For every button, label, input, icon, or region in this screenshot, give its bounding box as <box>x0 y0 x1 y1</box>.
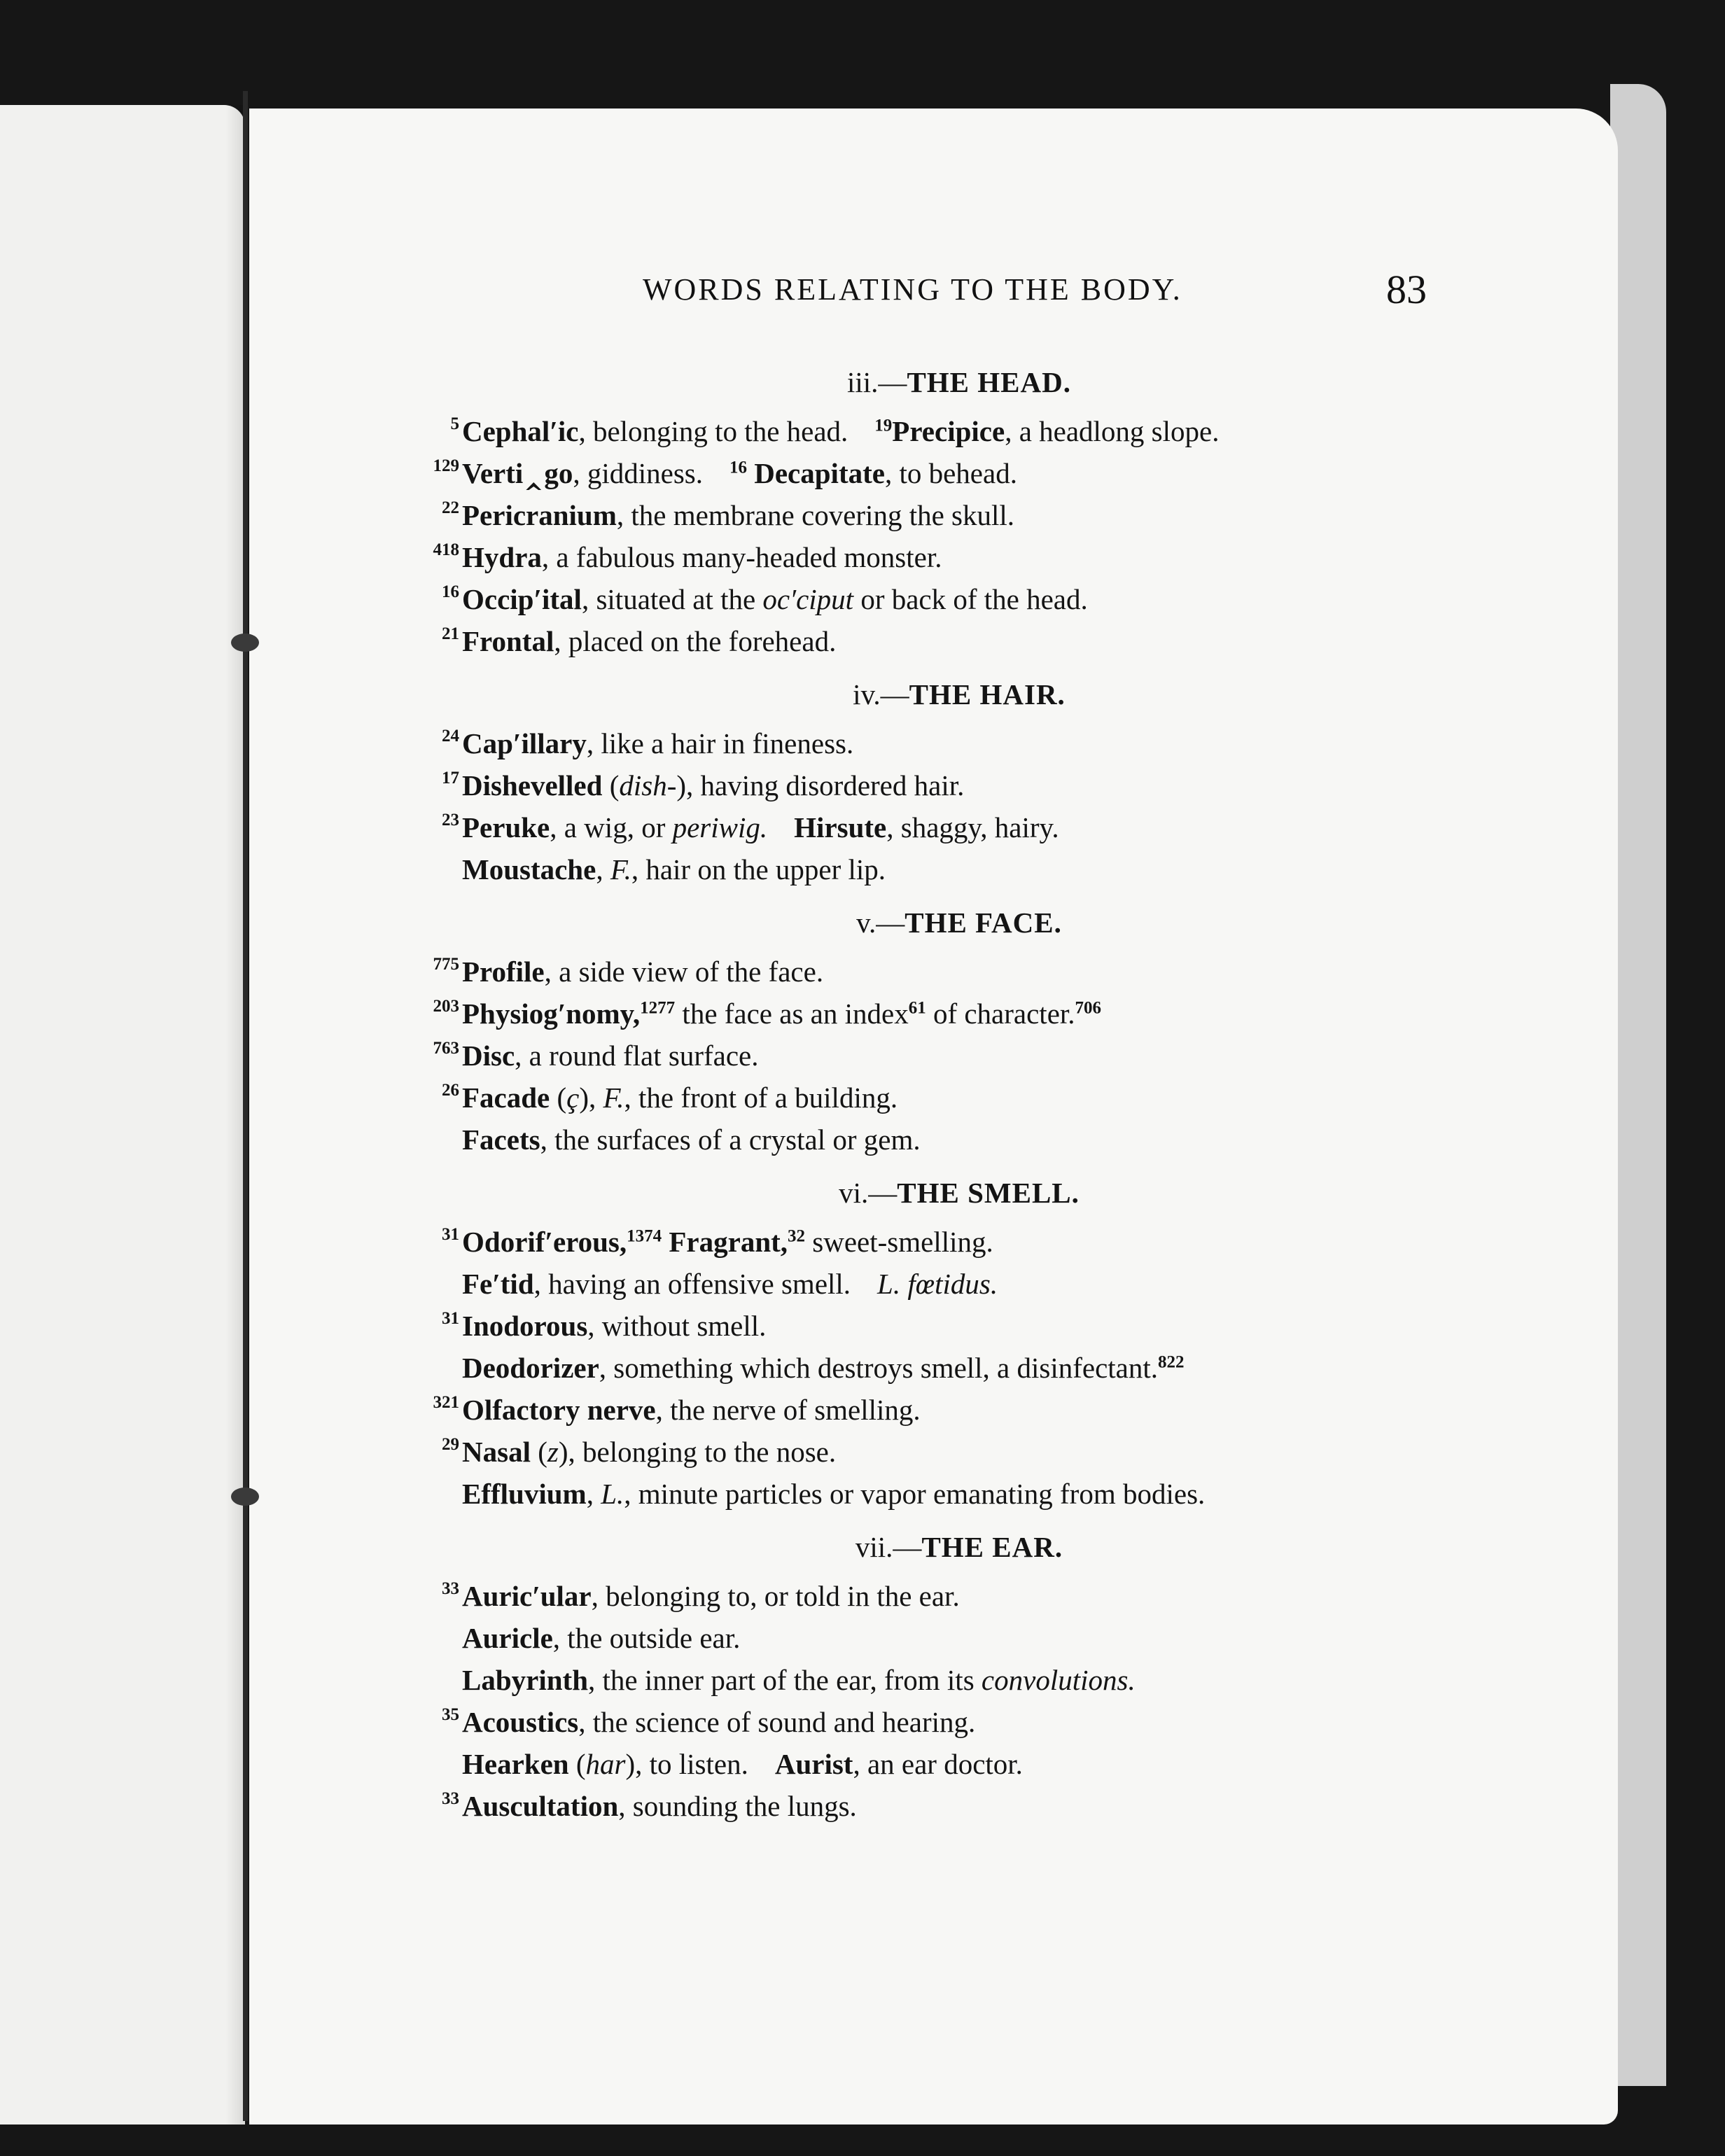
section-smell <box>433 1170 1456 1515</box>
headword: Facets <box>462 1124 540 1156</box>
definition: , like a hair in fineness. <box>586 727 854 760</box>
headword: Hirsute <box>794 811 887 844</box>
ref-number: 23 <box>442 811 459 830</box>
definition: , the outside ear. <box>552 1622 741 1654</box>
definition: , a wig, or <box>550 811 673 844</box>
running-head: WORDS RELATING TO THE BODY. <box>643 272 1182 307</box>
definition: , something which destroys smell, a disinfectant. <box>599 1352 1159 1384</box>
definition: , placed on the forehead. <box>554 625 837 657</box>
definition: the face as an index <box>675 997 909 1030</box>
definition: , the inner part of the ear, from its <box>588 1664 982 1696</box>
section-head <box>433 360 1456 662</box>
definition: , belonging to the head. <box>578 415 848 447</box>
headword: Nasal <box>462 1436 531 1468</box>
headword: Disc <box>462 1040 515 1072</box>
entries <box>433 350 1456 1827</box>
section-name: THE SMELL. <box>897 1177 1080 1209</box>
definition: ( <box>530 1436 547 1468</box>
headword: Hearken <box>462 1748 569 1780</box>
section-name: THE EAR. <box>921 1531 1063 1563</box>
ref-number: 29 <box>442 1435 459 1454</box>
definition: , shaggy, hairy. <box>886 811 1059 844</box>
entry-line <box>442 578 1456 620</box>
ref-number: 24 <box>442 727 459 746</box>
headword: Frontal <box>462 625 554 657</box>
headword: Inodorous <box>462 1310 588 1342</box>
definition: ( <box>550 1082 567 1114</box>
entry-line <box>433 536 1456 578</box>
entry-line <box>442 1785 1456 1827</box>
ref-number: 61 <box>908 998 926 1018</box>
entry-line <box>433 993 1456 1035</box>
ref-number: 35 <box>442 1705 459 1724</box>
headword: Olfactory nerve <box>462 1394 656 1426</box>
headword: Effluvium <box>462 1478 587 1510</box>
section-title <box>462 900 1456 945</box>
entry-line <box>442 806 1456 848</box>
headword: Pericranium <box>462 499 617 531</box>
ref-number: 33 <box>442 1579 459 1598</box>
entry-line <box>442 1701 1456 1743</box>
entry-line <box>462 848 1456 890</box>
definition: , situated at the <box>581 583 763 615</box>
headword: Occip′ital <box>462 583 582 615</box>
entry-line <box>462 1617 1456 1659</box>
definition: , <box>586 1478 601 1510</box>
headword: Auric′ular <box>462 1580 592 1612</box>
binding-thread <box>231 634 259 652</box>
section-name: THE HAIR. <box>909 678 1066 710</box>
definition: , minute particles or vapor emanating from bodies. <box>624 1478 1206 1510</box>
entry-line <box>433 1389 1456 1431</box>
definition: , a fabulous many-headed monster. <box>541 541 942 573</box>
section-number: iv.— <box>853 678 909 710</box>
headword: Odorif′erous, <box>462 1226 627 1258</box>
italic-term: periwig. <box>672 811 768 844</box>
entry-line <box>442 722 1456 764</box>
entry-line <box>433 452 1456 494</box>
ref-number: 22 <box>442 498 459 517</box>
section-number: v.— <box>856 906 905 939</box>
definition: , the surfaces of a crystal or gem. <box>540 1124 921 1156</box>
section-title <box>462 1170 1456 1215</box>
section-title <box>462 672 1456 717</box>
headword: Precipice <box>892 415 1005 447</box>
definition: ), belonging to the nose. <box>558 1436 837 1468</box>
definition: ), having disordered hair. <box>676 769 965 802</box>
italic-term: F. <box>603 1082 624 1114</box>
headword: Hydra <box>462 541 542 573</box>
entry-line <box>442 1431 1456 1473</box>
headword: Auscultation <box>462 1790 619 1822</box>
section-hair <box>442 672 1456 890</box>
ref-number: 31 <box>442 1225 459 1244</box>
definition: ), <box>579 1082 603 1114</box>
headword: Aurist <box>774 1748 853 1780</box>
headword: Peruke <box>462 811 550 844</box>
ref-number: 706 <box>1075 998 1102 1018</box>
definition: , giddiness. <box>573 457 703 489</box>
definition: , <box>596 853 610 886</box>
ref-number: 203 <box>433 997 459 1016</box>
ref-number: 129 <box>433 456 459 475</box>
headword: Physiog′nomy, <box>462 997 641 1030</box>
entry-line <box>450 410 1456 452</box>
definition: , sounding the lungs. <box>618 1790 857 1822</box>
entry-line <box>442 1077 1456 1119</box>
italic-term: L. <box>601 1478 624 1510</box>
entry-line <box>462 1473 1456 1515</box>
ref-number: 19 <box>874 416 893 435</box>
section-title <box>462 360 1456 405</box>
definition: , without smell. <box>587 1310 767 1342</box>
entry-line <box>442 764 1456 806</box>
italic-term: oc′ciput <box>762 583 854 615</box>
ref-number: 418 <box>433 540 459 559</box>
definition: , belonging to, or told in the ear. <box>591 1580 960 1612</box>
headword: Cephal′ic <box>462 415 579 447</box>
definition: , an ear doctor. <box>853 1748 1023 1780</box>
italic-term: F. <box>610 853 631 886</box>
headword: Facade <box>462 1082 550 1114</box>
ref-number: 31 <box>442 1309 459 1328</box>
ref-number: 775 <box>433 955 459 974</box>
headword: Fragrant, <box>669 1226 788 1258</box>
headword: Fe′tid <box>462 1268 534 1300</box>
definition: , a headlong slope. <box>1005 415 1220 447</box>
definition: ( <box>602 769 620 802</box>
entry-line <box>442 620 1456 662</box>
definition: ), to listen. <box>625 1748 748 1780</box>
italic-term: ç <box>566 1082 580 1114</box>
definition: , the membrane covering the skull. <box>616 499 1015 531</box>
definition: , a side view of the face. <box>544 955 824 988</box>
headword: Labyrinth <box>462 1664 588 1696</box>
definition: sweet-smelling. <box>805 1226 993 1258</box>
definition: or back of the head. <box>853 583 1088 615</box>
section-number: iii.— <box>847 366 907 398</box>
section-number: vi.— <box>839 1177 898 1209</box>
headword: Profile <box>462 955 545 988</box>
definition: , hair on the upper lip. <box>631 853 886 886</box>
section-number: vii.— <box>855 1531 922 1563</box>
ref-number: 16 <box>729 458 747 477</box>
ref-number: 33 <box>442 1789 459 1808</box>
entry-line <box>442 1575 1456 1617</box>
definition: , the front of a building. <box>624 1082 898 1114</box>
italic-term: har <box>585 1748 626 1780</box>
headword: Deodorizer <box>462 1352 599 1384</box>
entry-line <box>462 1743 1456 1785</box>
binding-thread <box>231 1488 259 1506</box>
ref-number: 763 <box>433 1039 459 1058</box>
entry-line <box>462 1119 1456 1161</box>
section-name: THE FACE. <box>905 906 1062 939</box>
headword: Acoustics <box>462 1706 579 1738</box>
definition: of character. <box>926 997 1075 1030</box>
ref-number: 21 <box>442 624 459 643</box>
italic-term: dish- <box>619 769 677 802</box>
entry-line <box>442 1305 1456 1347</box>
page-number: 83 <box>1386 267 1427 312</box>
definition: , to behead. <box>884 457 1017 489</box>
ref-number: 16 <box>442 582 459 601</box>
left-page <box>0 105 245 2124</box>
ref-number: 17 <box>442 769 459 788</box>
italic-term: convolutions. <box>981 1664 1136 1696</box>
ref-number: 822 <box>1158 1352 1185 1372</box>
entry-line <box>462 1659 1456 1701</box>
section-name: THE HEAD. <box>907 366 1071 398</box>
headword: Dishevelled <box>462 769 603 802</box>
headword: Verti‸go <box>462 457 573 489</box>
section-title <box>462 1525 1456 1569</box>
section-face <box>433 900 1456 1161</box>
headword: Decapitate <box>754 457 885 489</box>
definition: , a round flat surface. <box>515 1040 759 1072</box>
ref-number: 26 <box>442 1081 459 1100</box>
definition: , the science of sound and hearing. <box>578 1706 976 1738</box>
ref-number: 32 <box>788 1226 806 1246</box>
definition: , the nerve of smelling. <box>655 1394 921 1426</box>
section-ear <box>442 1525 1456 1827</box>
book-spine <box>243 91 248 2121</box>
definition: , having an offensive smell. <box>533 1268 851 1300</box>
entry-line <box>433 1035 1456 1077</box>
italic-term: L. fœtidus. <box>877 1268 998 1300</box>
headword: Auricle <box>462 1622 553 1654</box>
entry-line <box>442 1221 1456 1263</box>
headword: Cap′illary <box>462 727 587 760</box>
page-edge <box>1610 84 1666 2086</box>
ref-number: 1374 <box>627 1226 662 1246</box>
entry-line <box>442 494 1456 536</box>
definition: ( <box>568 1748 586 1780</box>
ref-number: 5 <box>450 414 459 433</box>
ref-number: 321 <box>433 1393 459 1412</box>
entry-line <box>462 1347 1456 1389</box>
ref-number: 1277 <box>640 998 676 1018</box>
italic-term: z <box>547 1436 559 1468</box>
entry-line <box>462 1263 1456 1305</box>
entry-line <box>433 951 1456 993</box>
headword: Moustache <box>462 853 596 886</box>
